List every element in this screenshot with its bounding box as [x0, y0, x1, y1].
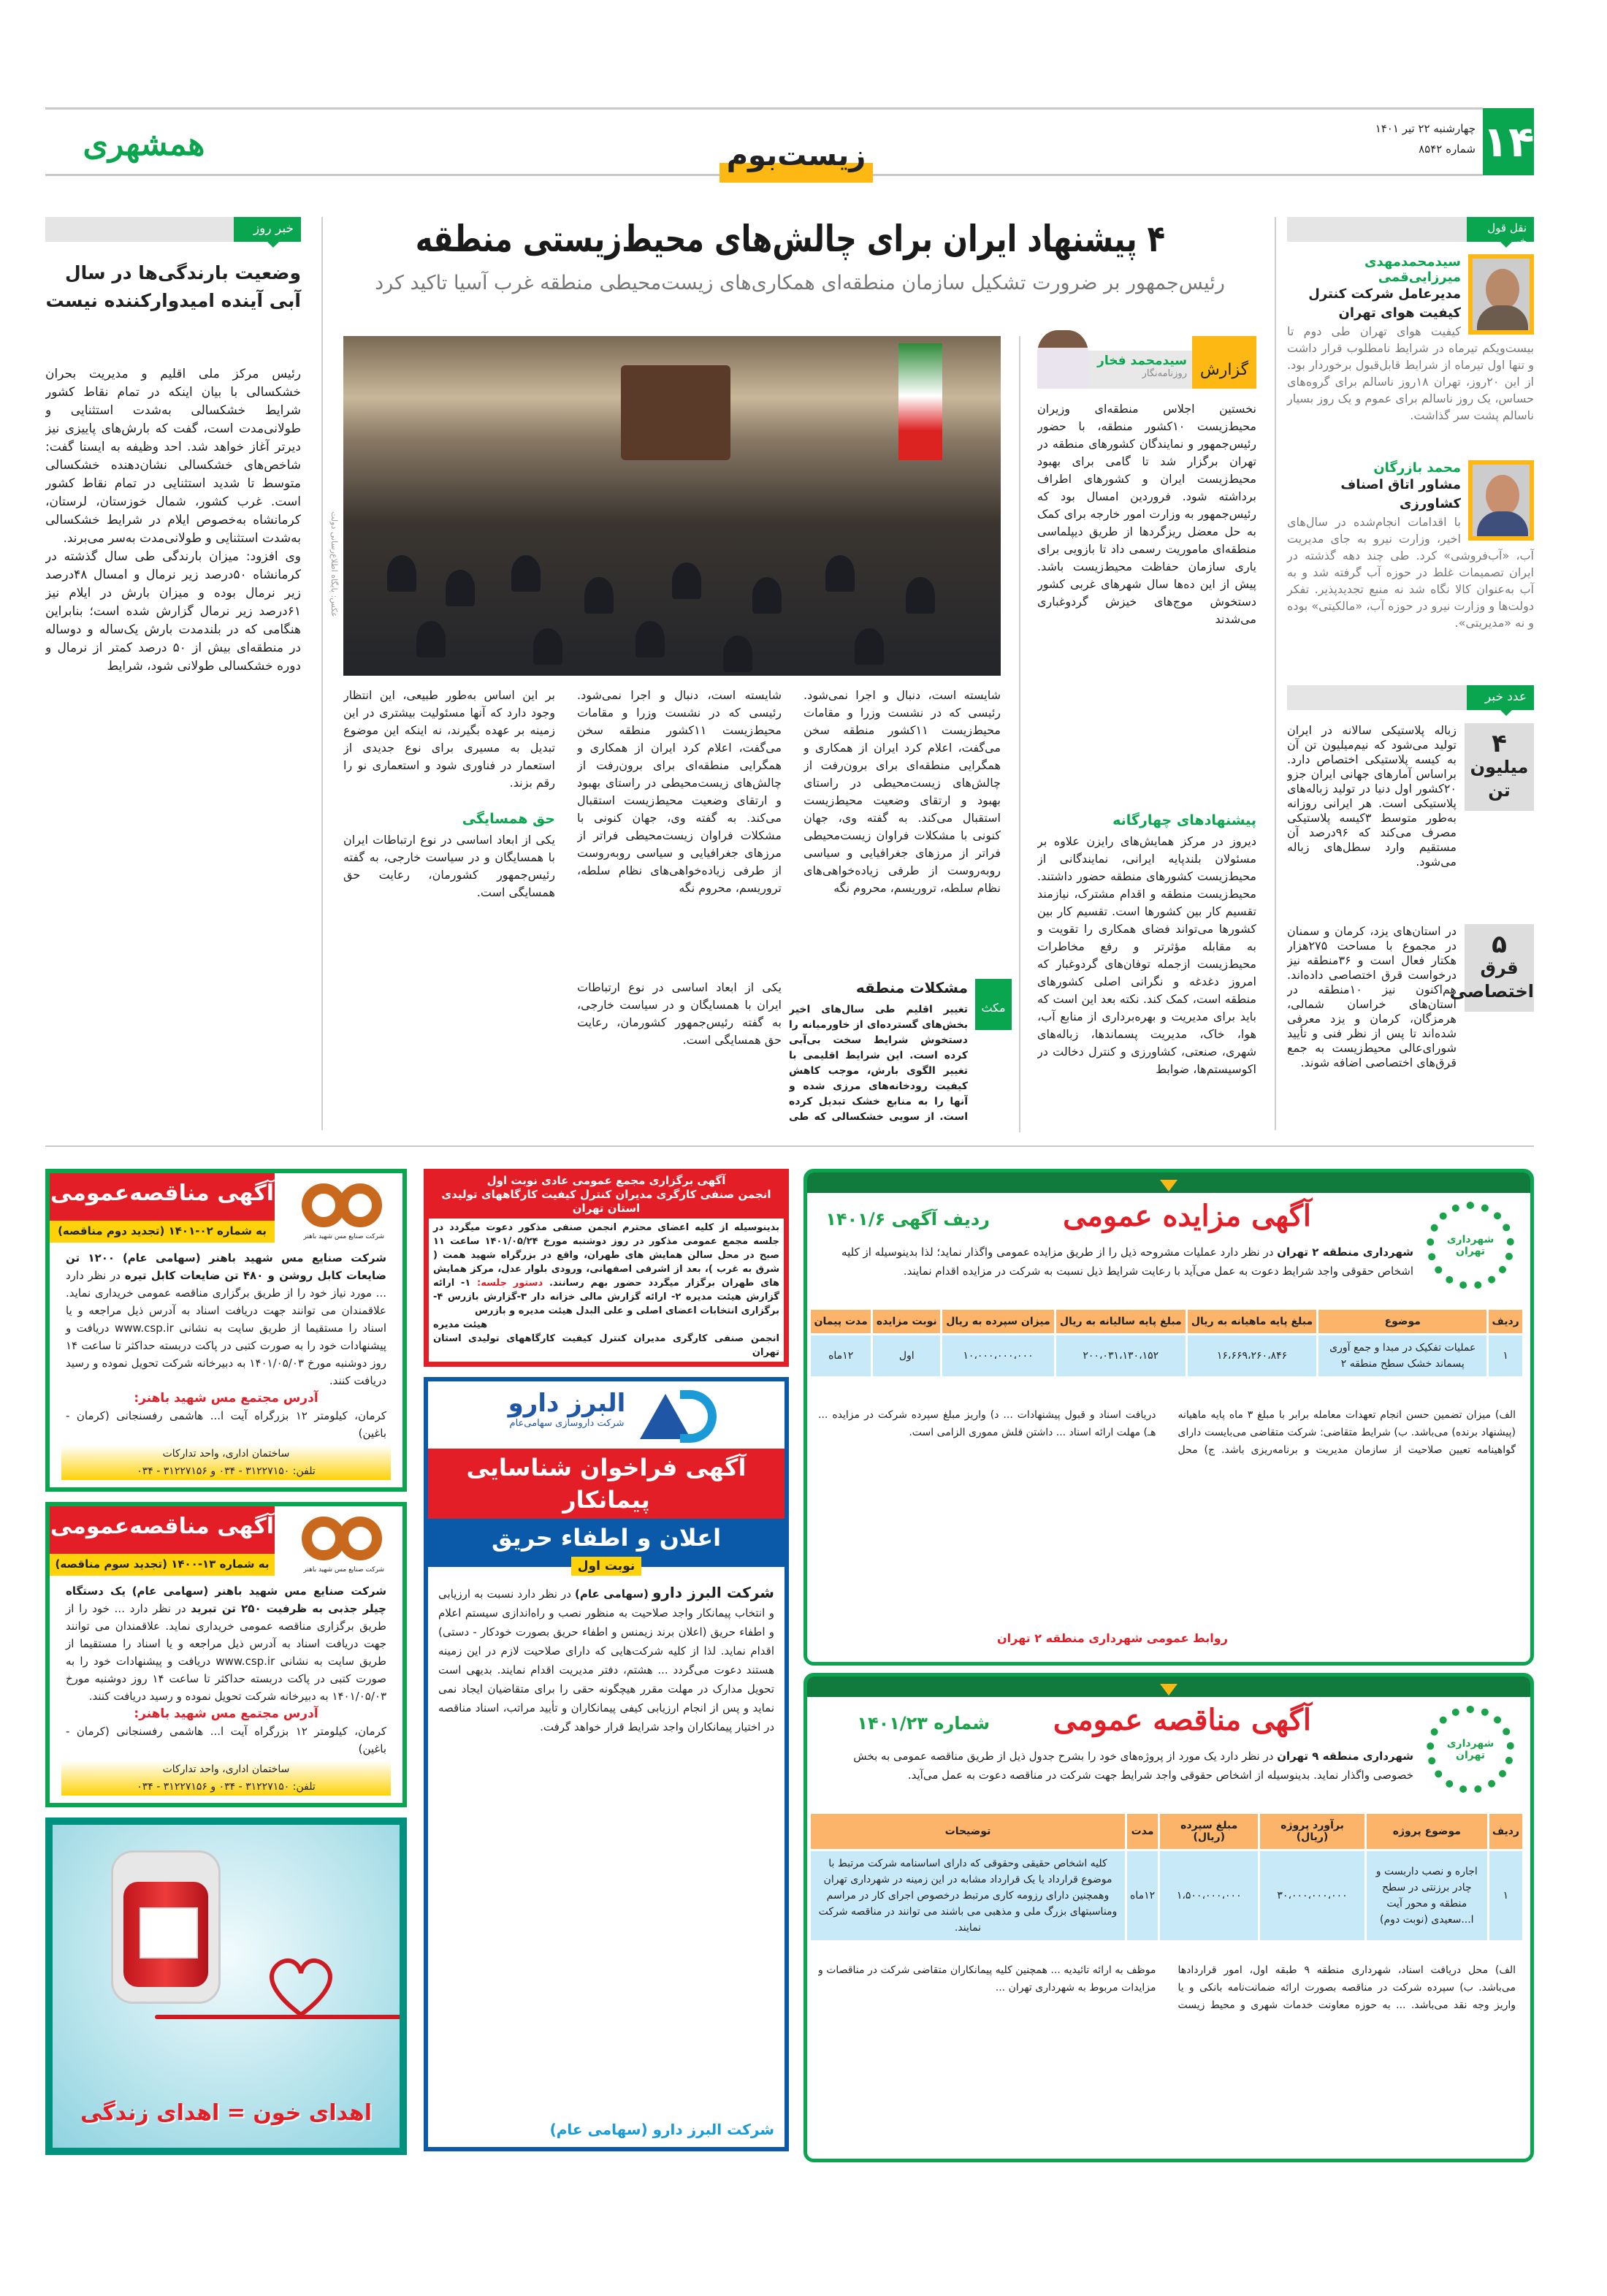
auction-table: ردیف موضوع مبلغ پایه ماهیانه به ریال مبلغ پایه سالیانه به ریال میزان سپرده به ریال نوبت مزایده مدت پیمان ۱ عملیات تفکیک در مبدا و جمع آوری پسماند خشک سطح منطقه ۲ ۱۶،۶۶۹،۲۶۰،۸۴۶ ۲۰۰،۰۳۱،۱۳۰،۱۵۲ ۱۰،۰۰۰،۰۰۰،۰۰۰ اول ۱۲ماه	[809, 1308, 1524, 1378]
conference-photo	[343, 336, 1001, 676]
article-column-1b: دیروز در مرکز همایش‌های رایزن علاوه بر مسئولان بلندپایه ایرانی، نمایندگانی از محیط‌زیست کشورهای منطقه حضور داشتند. محیط‌زیست منطقه و اقدام مشترک، نیازمند تقسیم کار بین کشورها است. تقسیم کار بین کشورها می‌تواند فضای همکاری را تقویت و به مقابله مؤثرتر و رفع مخاطرات محیط‌زیست ازجمله توفان‌های گردوغبار که امروز دغدغه و نگرانی اصلی کشورهای منطقه است، کمک کند. نکته بعد این است که باید برای مدیریت و بهره‌برداری از منابع آب، هوا، خاک، مدیریت پسماندها، زباله‌های شهری، صنعتی، کشاورزی و کنترل دخالت در اکوسیستم‌ها، ضوابط	[1037, 834, 1256, 1076]
newspaper-logo: همشهری	[83, 126, 205, 163]
blood-donation-ad	[45, 1818, 407, 2155]
csp1-body: شرکت صنایع مس شهید باهنر (سهامی عام) ۱۲۰۰ تن ضایعات کابل روشن و ۴۸۰ تن ضایعات کابل تیره در نظر دارد ... مورد نیاز خود را از طریق برگزاری مناقصه عمومی خریداری نماید. علاقمندان می توانند جهت دریافت اسناد به آدرس ذیل مراجعه و یا اسناد را مستقیما از طریق سایت به نشانی www.csp.ir دریافت و پیشنهادات خود را به صورت کتبی در پاکت دربسته حداکثر تا ساعت ۱۴ روز دوشنبه مورخ ۱۴۰۱/۰۵/۰۳ به دبیرخانه شرکت تحویل نموده و رسید دریافت کنند. آدرس مجتمع مس شهید باهنر: کرمان، کیلومتر ۱۲ بزرگراه آیت ا... هاشمی رفسنجانی (کرمان - باغین)	[66, 1251, 386, 1440]
author-name: سیدمحمد فخار	[1097, 354, 1187, 368]
alborz-body: شرکت البرز دارو (سهامی عام) در نظر دارد نسبت به ارزیابی و انتخاب پیمانکار واجد صلاحیت به منظور نصب و راه‌اندازی سیستم اعلام و اطفاء حریق (اعلان برند زیمنس و اطفاء حریق بصورت خودکار - دستی) اقدام نماید. لذا از کلیه شرکت‌هایی که دارای صلاحیت لازم در این زمینه هستند دعوت می‌گردد ... هشتم، دفتر مدیریت اقدام نمایند. بدیهی است تحویل مدارک در مهلت مقرر هیچگونه حقی را برای متقاضیان ایجاد نمی نماید و پس از انجام ارزیابی کیفی پیمانکاران و تأیید مراتب، اسناد مناقصه در اختیار پیمانکاران واجد شرایط قرار خواهد گرفت.	[438, 1584, 774, 1734]
quote-portrait-2	[1468, 460, 1534, 541]
quote-1-text: کیفیت هوای تهران طی دوم تا بیست‌ویکم تیرماه در شرایط نامطلوب قرار داشت و تنها اول تیرماه از شرایط قابل‌قبول برخوردار بود. از این ۲۰روز، تهران ۱۸روز ناسالم برای گروه‌های حساس، یک روز ناسالم برای عموم و یک روز بسیار ناسالم پشت سر گذاشت.	[1287, 324, 1535, 422]
article-column-1: نخستین اجلاس منطقه‌ای وزیران محیط‌زیست ۱۰کشور منطقه، با حضور رئیس‌جمهور و نمایندگان کشورهای منطقه در تهران برگزار شد تا گامی برای بهبود محیط‌زیست ایران و کشورهای اطراف برداشته شود. فروردین امسال بود که رئیس‌جمهور به وزارت امور خارجه برای کمک به حل معضل ریزگردها از طریق دیپلماسی منطقه‌ای ماموریت رسمی داد تا بازویی برای یاری سازمان حفاظت محیط‌زیست باشد. پیش از این ده‌ها سال شهرهای غربی کشور دستخوش موج‌های خیزش گردوغباری می‌شدند	[1037, 402, 1256, 626]
photo-caption: عکس: پایگاه اطلاع‌رسانی دولت	[329, 511, 339, 617]
header-top-rule	[45, 107, 1483, 110]
pause-box-label: مکث	[975, 979, 1012, 1030]
alborz-round: نوبت اول	[571, 1557, 641, 1576]
main-headline: ۴ پیشنهاد ایران برای چالش‌های محیط‌زیستی منطقه	[415, 218, 1165, 260]
report-label: گزارش	[1192, 336, 1256, 389]
assembly-signature-2: انجمن صنفی کارگری مدیران کنترل کیفیت کارگاههای تولیدی استان تهران	[433, 1333, 779, 1358]
heart-tube-icon	[264, 1953, 337, 2018]
auction-ad	[804, 1169, 1534, 1666]
tender9-number: شماره ۱۴۰۱/۲۳	[857, 1713, 990, 1734]
number-text-1: زباله پلاستیکی سالانه در ایران تولید می‌شود که نیم‌میلیون تن آن به کیسه پلاستیکی اختصاص دارد. براساس آمارهای جهانی ایران جزو ۲۰کشور اول دنیا در تولید زباله‌های پلاستیکی است. هر ایرانی روزانه به‌طور متوسط ۳کیسه پلاستیکی مصرف می‌کند که ۹۶درصد آن مستقیم وارد سطل‌های زباله می‌شود.	[1287, 723, 1457, 869]
tender9-terms: الف) محل دریافت اسناد، شهرداری منطقه ۹ طبقه اول، امور قراردادها می‌باشد. ب) سپرده شرکت در مناقصه بصورت ارائه ضمانت‌نامه بانکی و یا واریز وجه نقد می‌باشد. ... به حوزه معاونت خدمات شهری و محیط زیست موظف به ارائه تائیدیه ... همچنین کلیه پیمانکاران متقاضی شرکت در مناقصات و مزایدات مربوط به شهرداری تهران ...	[818, 1964, 1516, 2011]
auction-intro: شهرداری منطقه ۲ تهران در نظر دارد عملیات مشروحه ذیل را از طریق مزایده عمومی واگذار نماید؛ لذا بدینوسیله از کلیه اشخاص حقوقی واجد شرایط دعوت به عمل می‌آید با رعایت شرایط ذیل نسبت به شرکت در مزایده اقدام نمایند.	[841, 1246, 1413, 1278]
auction-footer: روابط عمومی شهرداری منطقه ۲ تهران	[997, 1631, 1228, 1645]
author-byline	[1096, 354, 1187, 379]
csp-logo	[287, 1517, 382, 1568]
issue-info	[1359, 118, 1476, 159]
csp2-contact: ساختمان اداری، واحد تدارکات تلفن: ۳۱۲۲۷۱۵۰ - ۰۳۴ و ۳۱۲۲۷۱۵۶ - ۰۳۴	[61, 1761, 391, 1796]
alborz-daru-ad	[424, 1377, 789, 2151]
pause-box-title: مشکلات منطقه	[855, 979, 968, 996]
author-photo	[1037, 330, 1088, 389]
auction-title: آگهی مزایده عمومی	[1063, 1199, 1311, 1233]
podium	[621, 365, 730, 460]
csp-tender-ad-2	[45, 1502, 407, 1807]
csp1-logo-caption: شرکت صنایع مس شهید باهنر	[303, 1233, 384, 1240]
csp1-title: آگهی مناقصه‌عمومی	[50, 1173, 275, 1221]
issue-number: شماره ۸۵۴۲	[1419, 142, 1476, 156]
subhead-neighborhood: حق همسایگی	[462, 811, 555, 827]
main-subheadline: رئیس‌جمهور بر ضرورت تشکیل سازمان منطقه‌ای همکاری‌های زیست‌محیطی منطقه غرب آسیا تاکید کرد	[375, 272, 1225, 294]
alborz-logo-text: البرز دارو شرکت داروسازی سهامی‌عام	[508, 1389, 626, 1429]
assembly-title: آگهی برگزاری مجمع عمومی عادی نوبت اول انجمن صنفی کارگری مدیران کنترل کیفیت کارگاههای تولیدی استان تهران	[441, 1174, 771, 1215]
quote-2	[1287, 460, 1534, 631]
quote-2-text: با اقدامات انجام‌شده در سال‌های اخیر، وزارت نیرو به جای مدیریت آب، «آب‌فروشی» کرد. طی چند دهه گذشته در ایران تصمیمات غلط در حوزه آب گرفته شد و به آب به‌عنوان کالا نگاه شد نه منبع تجدیدپذیر. تفکر دولت‌ها و وزارت نیرو در حوزه آب، «مالکیتی» بوده و نه «مدیریتی».	[1287, 515, 1534, 630]
auction-number: ردیف آگهی ۱۴۰۱/۶	[825, 1209, 990, 1229]
tender-ad-region9	[804, 1673, 1534, 2162]
table-row: ۱ عملیات تفکیک در مبدا و جمع آوری پسماند خشک سطح منطقه ۲ ۱۶،۶۶۹،۲۶۰،۸۴۶ ۲۰۰،۰۳۱،۱۳۰،۱۵۲ ۱۰،۰۰۰،۰۰۰،۰۰۰ اول ۱۲ماه	[811, 1335, 1522, 1376]
assembly-notice-ad	[424, 1169, 789, 1367]
page-number: ۱۴	[1483, 108, 1534, 175]
alborz-logo	[428, 1381, 785, 1449]
pause-box-text: تغییر اقلیم طی سال‌های اخیر بخش‌های گسترده‌ای از خاورمیانه را دستخوش شرایط سخت بی‌آبی کرده است. این شرایط اقلیمی با تغییر الگوی بارش، موجب کاهش کیفیت رودخانه‌های مرزی شده و آنها را به منابع خشک تبدیل کرده است. از سویی خشکسالی که طی	[789, 1004, 968, 1123]
left-article-title: وضعیت بارندگی‌ها در سال آبی آینده امیدوارکننده نیست	[45, 262, 301, 311]
tender9-table: ردیف موضوع پروژه برآورد پروژه (ریال) مبلغ سپرده (ریال) مدت توضیحات ۱ اجاره و نصب داربست و چادر برزنتی در سطح منطقه و محور آیت ا...سعیدی (نوبت دوم) ۳۰،۰۰۰،۰۰۰،۰۰۰ ۱،۵۰۰،۰۰۰،۰۰۰ ۱۲ماه کلیه اشخاص حقیقی وحقوقی که دارای اساسنامه شرکت مرتبط با موضوع قرارداد یا یک قرارداد مشابه در این زمینه در شهرداری تهران وهمچنین دارای رزومه کاری مرتبط درخصوص اجرای کار در مراسم ومناسبتهای بزرگ ملی و مذهبی می باشند می توانند در مناقصه شرکت نمایند.	[809, 1812, 1524, 1942]
flag	[898, 343, 942, 460]
quote-1	[1287, 254, 1534, 424]
middle-ad-stack	[424, 1169, 789, 2151]
column-divider	[1019, 336, 1020, 1132]
number-text-2: در استان‌های یزد، کرمان و سمنان در مجموع با مساحت ۲۷۵هزار هکتار فعال است و ۳۶منطقه نیز درخواست قرق اختصاصی داده‌اند. هم‌اکنون نیز ۱۰منطقه در استان‌های خراسان شمالی، هرمزگان، کرمان و یزد معرفی شده‌اند تا پس از نظر فنی و تأیید شورای‌عالی محیط‌زیست به جمع قرق‌های اختصاصی اضافه شوند.	[1287, 924, 1457, 1069]
tehran-municipality-emblem: شهرداری تهران	[1427, 1202, 1514, 1289]
quote-portrait-1	[1468, 254, 1534, 335]
csp2-number: به شماره ۱۳-۱۴۰۰ (تجدید سوم مناقصه)	[50, 1554, 275, 1576]
csp-tender-ad-1	[45, 1169, 407, 1492]
column-divider	[321, 217, 323, 1130]
table-row: ۱ اجاره و نصب داربست و چادر برزنتی در سطح منطقه و محور آیت ا...سعیدی (نوبت دوم) ۳۰،۰۰۰،۰۰۰،۰۰۰ ۱،۵۰۰،۰۰۰،۰۰۰ ۱۲ماه کلیه اشخاص حقیقی وحقوقی که دارای اساسنامه شرکت مرتبط با موضوع قرارداد یا یک قرارداد مشابه در این زمینه در شهرداری تهران وهمچنین دارای رزومه کاری مرتبط درخصوص اجرای کار در مراسم ومناسبتهای بزرگ ملی و مذهبی می باشند می توانند در مناقصه شرکت نمایند.	[811, 1851, 1522, 1940]
csp2-title: آگهی مناقصه‌عمومی	[50, 1506, 275, 1554]
tender9-intro: شهرداری منطقه ۹ تهران در نظر دارد یک مورد از پروژه‌های خود را بشرح جدول ذیل از طریق مناقصه عمومی به بخش خصوصی واگذار نماید. بدینوسیله از اشخاص حقوقی واجد شرایط جهت شرکت در مناقصه دعوت به عمل می‌آید.	[853, 1750, 1413, 1782]
left-ad-stack	[45, 1169, 407, 2155]
ads-divider	[45, 1145, 1534, 1147]
article-column-4: بر این اساس به‌طور طبیعی، این انتظار وجود دارد که آنها مسئولیت بیشتری در این زمینه بر عهده بگیرند، نه اینکه این موضوع تبدیل به مسیری برای نوع جدیدی از استعمار در فناوری شود و استعماری نو را رقم بزند.	[343, 688, 555, 790]
alborz-title: آگهی فراخوان شناسایی پیمانکار	[428, 1449, 785, 1519]
author-role: روزنامه‌نگار	[1142, 368, 1187, 379]
assembly-body: بدینوسیله از کلیه اعضای محترم انجمن صنفی مذکور دعوت میگردد در جلسه مجمع عمومی مذکور در روز دوشنبه مورخ ۱۴۰۱/۰۵/۲۴ ساعت ۱۱ صبح در محل سالن همایش های طهران، واقع در بزرگراه شهید همت ( شرق به غرب )، بعد از اشرفی اصفهانی، ورودی بلوار عدل، مرکز همایش های طهران برگزار میگردد حضور بهم رسانند. دستور جلسه: ۱- ارائه گزارش هیئت مدیره ۲- ارائه گزارش مالی خزانه دار ۳-گزارش بازرس ۴- برگزاری انتخابات اعضای اصلی و علی البدل هیئت مدیره و بازرس هیئت مدیره انجمن صنفی کارگری مدیران کنترل کیفیت کارگاههای تولیدی استان تهران	[429, 1218, 784, 1362]
quote-2-name: محمد بازرگان	[1373, 460, 1461, 476]
alborz-footer: شرکت البرز دارو (سهامی عام)	[549, 2121, 774, 2138]
article-column-4b: یکی از ابعاد اساسی در نوع ارتباطات ایران با همسایگان و در سیاست خارجی، به گفته رئیس‌جمهور کشورمان، رعایت حق همسایگی است.	[343, 833, 555, 899]
blood-slogan: اهدای خون = اهدای زندگی	[80, 2100, 372, 2126]
issue-date: چهارشنبه ۲۲ تیر ۱۴۰۱	[1375, 122, 1476, 135]
auction-terms: الف) میزان تضمین حسن انجام تعهدات معامله برابر با مبلغ ۳ ماه پایه ماهیانه (پیشنهاد برنده) می‌باشد. ب) شرایط متقاضی: شرکت متقاضی می‌بایست دارای گواهینامه تعیین صلاحیت از سازمان مدیریت و برنامه‌ریزی باشد. ج) محل دریافت اسناد و قبول پیشنهادات ... د) واریز مبلغ سپرده شرکت در مزایده ... هـ) مهلت ارائه اسناد ... داشتن فلش مموری الزامی است.	[818, 1409, 1516, 1456]
article-column-3: شایسته است، دنبال و اجرا نمی‌شود. رئیسی که در نشست وزرا و مقامات محیط‌زیست ۱۱کشور منطقه سخن می‌گفت، اعلام کرد ایران از همکاری و همگرایی منطقه‌ای برای برون‌رفت از چالش‌های زیست‌محیطی در راستای بهبود و ارتقای وضعیت محیط‌زیست استقبال می‌کند. به گفته وی، جهان کنونی با مشکلات فراوان زیست‌محیطی فراتر از مرزهای جغرافیایی و سیاسی روبه‌روست از طرفی زیاده‌خواهی‌های نظام سلطه، تروریسم، محروم نگه	[577, 688, 782, 895]
left-article-body: رئیس مرکز ملی اقلیم و مدیریت بحران خشکسالی با بیان اینکه در تمام نقاط کشور شرایط خشکسالی به‌شدت استثنایی و طولانی‌مدت است، گفت که بارش‌های پاییزی نیز دیرتر آغاز خواهد شد. احد وظیفه به ایسنا گفت: شاخص‌های خشکسالی نشان‌دهنده خشکسالی متوسط تا شدید استثنایی در تمام نقاط کشور است. غرب کشور، شمال خوزستان، لرستان، کرمانشاه به‌خصوص ایلام در شرایط خشکسالی به‌شدت استثنایی و طولانی‌مدت به‌سر می‌برند. وی افزود: میزان بارندگی طی سال گذشته در کرمانشاه ۵۰درصد زیر نرمال و امسال ۴۸درصد زیر نرمال بوده و میزان بارش در ایلام نیز ۶۱درصد زیر نرمال گزارش شده است؛ بنابراین هنگامی که در بلندمدت بارش یک‌ساله و دوساله در منطقه‌ای بیش از ۵۰ درصد کمتر از نرمال و دوره خشکسالی طولانی شود، شرایط	[45, 367, 301, 674]
quote-1-role: مدیرعامل شرکت کنترل کیفیت هوای تهران	[1308, 286, 1461, 321]
csp1-contact: ساختمان اداری، واحد تدارکات تلفن: ۳۱۲۲۷۱۵۰ - ۰۳۴ و ۳۱۲۲۷۱۵۶ - ۰۳۴	[61, 1445, 391, 1480]
alborz-subtitle: اعلان و اطفاء حریق	[428, 1519, 785, 1567]
section-title: زیست‌بوم	[719, 139, 873, 183]
news-of-day-tag: خبر روز	[234, 217, 301, 242]
article-column-2: شایسته است، دنبال و اجرا نمی‌شود. رئیسی که در نشست وزرا و مقامات محیط‌زیست ۱۱کشور منطقه سخن می‌گفت، اعلام کرد ایران از همکاری و همگرایی منطقه‌ای برای برون‌رفت از چالش‌های زیست‌محیطی در راستای بهبود و ارتقای وضعیت محیط‌زیست استقبال می‌کند. به گفته وی، جهان کنونی با مشکلات فراوان زیست‌محیطی فراتر از مرزهای جغرافیایی و سیاسی روبه‌روست از طرفی زیاده‌خواهی‌های نظام سلطه، تروریسم، محروم نگه	[804, 688, 1001, 895]
quote-1-name: سیدمحمدمهدی میرزایی‌قمی	[1364, 254, 1461, 285]
number-box-2: ۵ قرق اختصاصی	[1465, 924, 1534, 1012]
column-divider	[1275, 217, 1276, 1130]
alborz-logo-mark	[640, 1390, 720, 1445]
quote-2-role: مشاور اتاق اصناف کشاورزی	[1340, 477, 1461, 511]
article-column-3b: یکی از ابعاد اساسی در نوع ارتباطات ایران با همسایگان و در سیاست خارجی، به گفته رئیس‌جمهور کشورمان، رعایت حق همسایگی است.	[577, 980, 782, 1047]
csp2-logo-caption: شرکت صنایع مس شهید باهنر	[303, 1566, 384, 1574]
blood-tube	[155, 2015, 403, 2019]
number-box-1: ۴ میلیون تن	[1465, 723, 1534, 811]
number-tag: عدد خبر	[1467, 685, 1534, 710]
csp-logo	[287, 1183, 382, 1235]
assembly-signature-1: هیئت مدیره	[433, 1319, 488, 1330]
quote-tag: نقل قول خبر	[1467, 217, 1534, 242]
csp1-number: به شماره ۰۲-۱۴۰۱ (تجدید دوم مناقصه)	[50, 1221, 275, 1243]
tehran-municipality-emblem: شهرداری تهران	[1427, 1706, 1514, 1793]
csp2-body: شرکت صنایع مس شهید باهنر (سهامی عام) یک دستگاه چیلر جذبی به ظرفیت ۲۵۰ تن تبرید در نظر دارد ... خود را از طریق برگزاری مناقصه عمومی خریداری نماید. علاقمندان می توانند جهت دریافت اسناد به آدرس ذیل مراجعه و یا اسناد را مستقیما از طریق سایت به نشانی www.csp.ir دریافت و پیشنهادات خود را به صورت کتبی در پاکت دربسته حداکثر تا ساعت ۱۴ روز دوشنبه مورخ ۱۴۰۱/۰۵/۰۳ به دبیرخانه شرکت تحویل نموده و رسید دریافت کنند. آدرس مجتمع مس شهید باهنر: کرمان، کیلومتر ۱۲ بزرگراه آیت ا... هاشمی رفسنجانی (کرمان - باغین)	[66, 1584, 387, 1755]
subhead-four-proposals: پیشنهادهای چهارگانه	[1112, 812, 1256, 828]
tender9-title: آگهی مناقصه عمومی	[1053, 1703, 1311, 1737]
blood-bag-icon	[111, 1850, 221, 2004]
